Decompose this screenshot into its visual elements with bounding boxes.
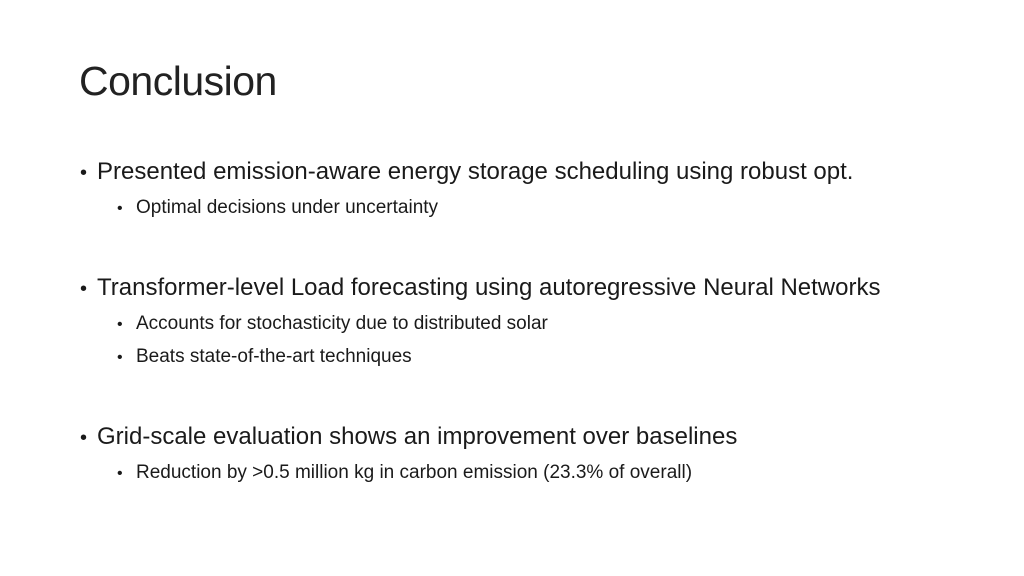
- sub-bullet-text: Accounts for stochasticity due to distributed solar: [136, 313, 548, 334]
- bullet-icon: •: [117, 316, 123, 333]
- sub-bullet-item: [80, 192, 1000, 225]
- sub-bullet-item: [80, 341, 1000, 374]
- bullet-icon: •: [80, 162, 88, 184]
- sub-bullet-text: Beats state-of-the-art techniques: [136, 346, 412, 367]
- sub-bullet-text: Optimal decisions under uncertainty: [136, 197, 439, 218]
- bullet-icon: •: [80, 427, 88, 449]
- bullet-text: Presented emission-aware energy storage scheduling using robust opt.: [97, 158, 854, 185]
- bullet-icon: •: [80, 278, 88, 300]
- bullet-group-1: [80, 153, 1000, 225]
- bullet-group-3: [80, 418, 1000, 490]
- sub-bullet-text: Reduction by >0.5 million kg in carbon emission (23.3% of overall): [136, 462, 693, 483]
- bullet-icon: •: [117, 465, 123, 482]
- sub-bullet-item: [80, 457, 1000, 490]
- bullet-text: Grid-scale evaluation shows an improvement over baselines: [97, 423, 738, 450]
- bullet-item: [80, 153, 1000, 192]
- slide-title: Conclusion: [79, 58, 277, 104]
- bullet-group-2: [80, 269, 1000, 374]
- bullet-item: [80, 269, 1000, 308]
- bullet-list: [80, 153, 1000, 490]
- bullet-item: [80, 418, 1000, 457]
- bullet-icon: •: [117, 349, 123, 366]
- sub-bullet-item: [80, 308, 1000, 341]
- bullet-icon: •: [117, 200, 123, 217]
- bullet-text: Transformer-level Load forecasting using autoregressive Neural Networks: [97, 274, 881, 301]
